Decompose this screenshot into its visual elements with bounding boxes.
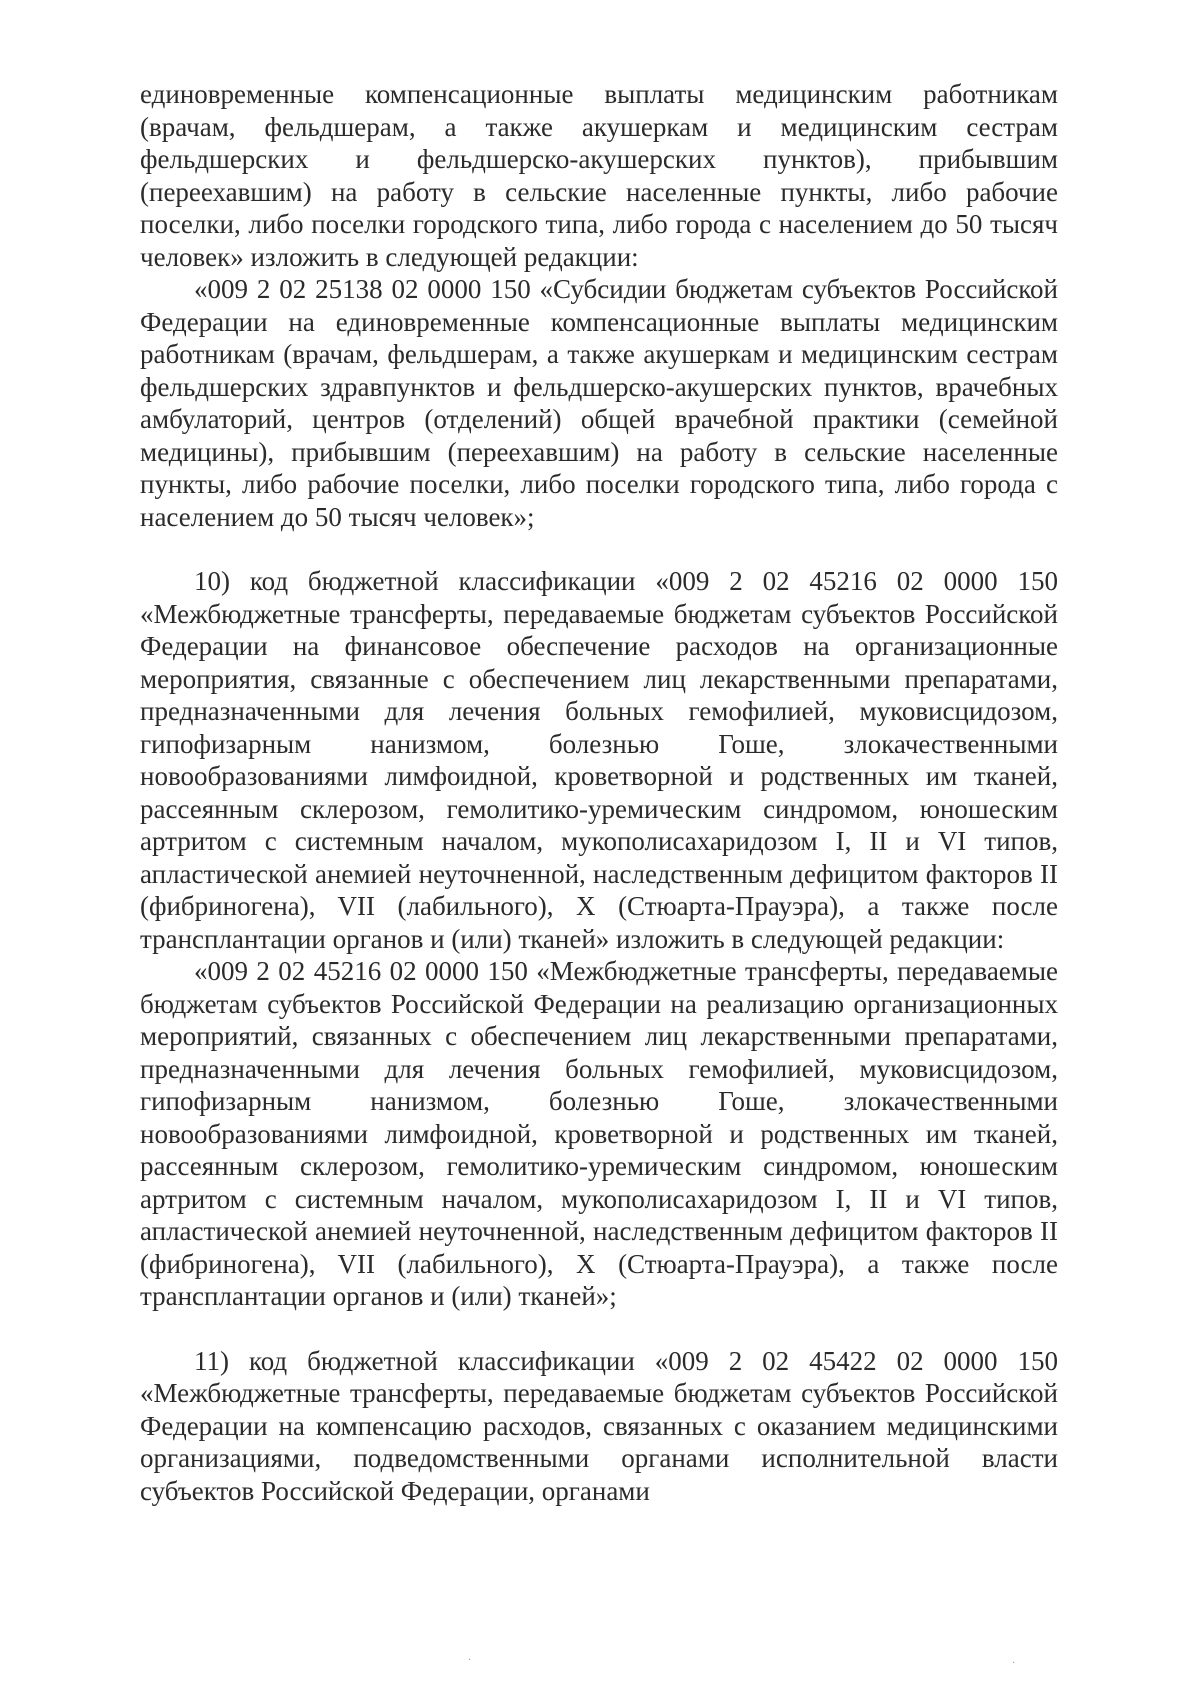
document-page bbox=[140, 78, 1058, 1507]
scan-speck: · bbox=[468, 1655, 472, 1666]
paragraph-new-wording-45216: «009 2 02 45216 02 0000 150 «Межбюджетные трансферты, передаваемые бюджетам субъектов Российской Федерации на реализацию организационных мероприятий, связанных с обеспечением лиц лекарственными препаратами, предназначенными для лечения больных гемофилией, муковисцидозом, гипофизарным нанизмом, болезнью Гоше, злокачественными новообразованиями лимфоидной, кроветворной и родственных им тканей, рассеянным склерозом, гемолитико-уремическим синдромом, юношеским артритом с системным началом, мукополисахаридозом I, II и VI типов, апластической анемией неуточненной, наследственным дефицитом факторов II (фибриногена), VII (лабильного), X (Стюарта-Прауэра), а также после трансплантации органов и (или) тканей»; bbox=[140, 956, 1058, 1311]
scan-speck: · bbox=[1012, 1658, 1016, 1669]
paragraph-item-10: 10) код бюджетной классификации «009 2 02 45216 02 0000 150 «Межбюджетные трансферты, передаваемые бюджетам субъектов Российской Федерации на финансовое обеспечение расходов на организационные мероприятия, связанные с обеспечением лиц лекарственными препаратами, предназначенными для лечения больных гемофилией, муковисцидозом, гипофизарным нанизмом, болезнью Гоше, злокачественными новообразованиями лимфоидной, кроветворной и родственных им тканей, рассеянным склерозом, гемолитико-уремическим синдромом, юношеским артритом с системным началом, мукополисахаридозом I, II и VI типов, апластической анемией неуточненной, наследственным дефицитом факторов II (фибриногена), VII (лабильного), X (Стюарта-Прауэра), а также после трансплантации органов и (или) тканей» изложить в следующей редакции: bbox=[140, 566, 1058, 954]
paragraph-item-11: 11) код бюджетной классификации «009 2 02 45422 02 0000 150 «Межбюджетные трансферты, передаваемые бюджетам субъектов Российской Федерации на компенсацию расходов, связанных с оказанием медицинскими организациями, подведомственными органами исполнительной власти субъектов Российской Федерации, органами bbox=[140, 1345, 1058, 1506]
paragraph-new-wording-25138: «009 2 02 25138 02 0000 150 «Субсидии бюджетам субъектов Российской Федерации на единовременные компенсационные выплаты медицинским работникам (врачам, фельдшерам, а также акушеркам и медицинским сестрам фельдшерских здравпунктов и фельдшерско-акушерских пунктов, врачебных амбулаторий, центров (отделений) общей врачебной практики (семейной медицины), прибывшим (переехавшим) на работу в сельские населенные пункты, либо рабочие поселки, либо поселки городского типа, либо города с населением до 50 тысяч человек»; bbox=[140, 274, 1058, 532]
paragraph-continuation: единовременные компенсационные выплаты медицинским работникам (врачам, фельдшерам, а также акушеркам и медицинским сестрам фельдшерских и фельдшерско-акушерских пунктов), прибывшим (переехавшим) на работу в сельские населенные пункты, либо рабочие поселки, либо поселки городского типа, либо города с населением до 50 тысяч человек» изложить в следующей редакции: bbox=[140, 79, 1058, 272]
